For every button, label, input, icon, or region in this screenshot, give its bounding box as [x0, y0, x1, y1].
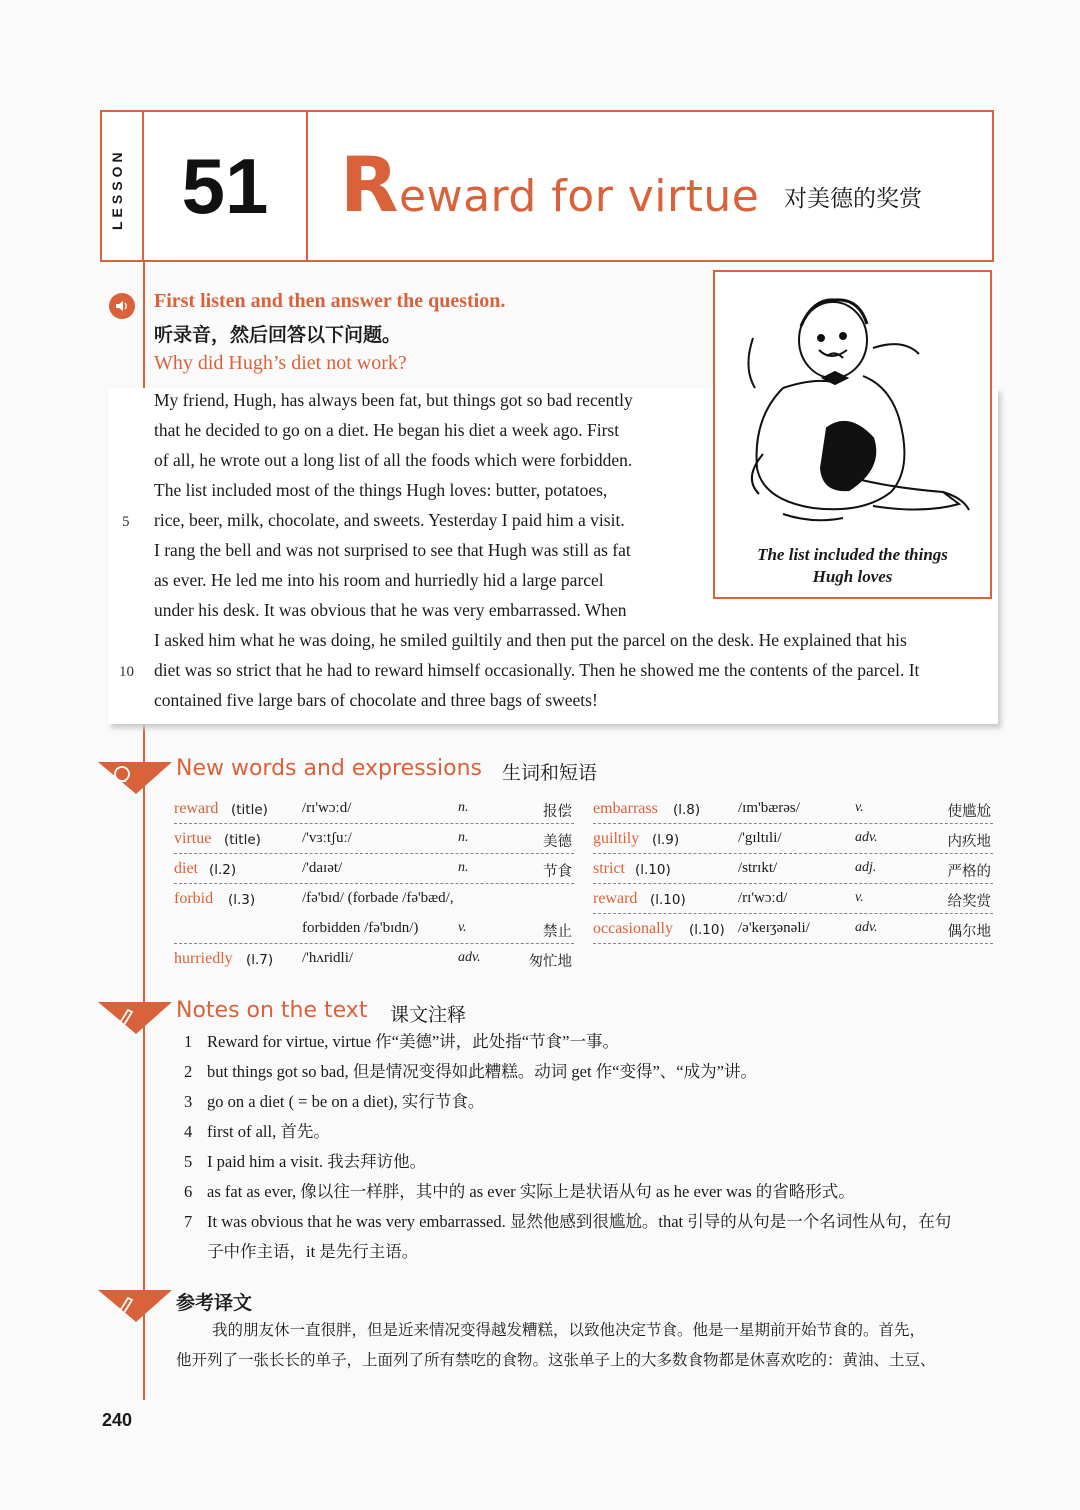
pen-icon	[96, 1284, 174, 1324]
passage-line: contained five large bars of chocolate and three bags of sweets!	[154, 690, 598, 710]
title-rest: eward for virtue	[399, 171, 760, 222]
vocab-ref: (l.10)	[650, 892, 686, 908]
vocab-title: New words and expressions	[176, 756, 483, 781]
vocab-ipa: /rɪ'wɔːd/	[302, 800, 352, 816]
vocab-pos: n.	[458, 830, 469, 845]
vocab-meaning: 禁止	[543, 924, 572, 940]
note-number: 1	[184, 1032, 193, 1051]
note-item	[184, 1058, 757, 1082]
vocab-ipa: /ɪm'bærəs/	[738, 800, 800, 816]
vocab-meaning: 匆忙地	[528, 954, 572, 970]
vocab-ipa: /ə'keɪʒənəli/	[738, 920, 810, 936]
note-text: as fat as ever, 像以往一样胖，其中的 as ever 实际上是状语从句 as he ever was 的省略形式。	[207, 1182, 855, 1201]
vocab-ipa: /'gɪltɪli/	[738, 830, 782, 846]
vocab-row	[593, 854, 993, 884]
vocab-row	[174, 914, 574, 944]
lesson-label: LESSON	[109, 148, 125, 230]
vocab-ipa: /rɪ'wɔːd/	[738, 890, 788, 906]
vocab-row	[174, 824, 574, 854]
vocab-row	[174, 854, 574, 884]
vocab-ref: (l.10)	[689, 922, 725, 938]
translation-title: 参考译文	[176, 1292, 253, 1314]
vocab-ipa: /'daɪət/	[302, 860, 343, 876]
passage-line: as ever. He led me into his room and hurriedly hid a large parcel	[154, 570, 604, 590]
vocab-row	[593, 824, 993, 854]
vocab-pos: n.	[458, 860, 469, 875]
vocab-ipa: /'vɜːtʃuː/	[302, 830, 352, 846]
passage-line: The list included most of the things Hugh loves: butter, potatoes,	[154, 480, 608, 500]
note-number: 4	[184, 1122, 193, 1141]
vocab-meaning: 内疚地	[947, 834, 991, 850]
note-number: 6	[184, 1182, 193, 1201]
lesson-title	[340, 140, 759, 229]
note-text: I paid him a visit. 我去拜访他。	[207, 1152, 427, 1171]
listen-instruction: First listen and then answer the question.	[154, 290, 506, 312]
note-continuation: 子中作主语，it 是先行主语。	[207, 1242, 419, 1261]
vocab-meaning: 报偿	[543, 804, 572, 820]
vocab-word: reward	[593, 890, 638, 907]
note-item	[184, 1178, 855, 1202]
listen-instruction-cn: 听录音，然后回答以下问题。	[154, 325, 402, 346]
passage-line: rice, beer, milk, chocolate, and sweets. Yesterday I paid him a visit.	[154, 510, 625, 530]
note-item	[184, 1148, 426, 1172]
vocab-pos: adj.	[855, 860, 877, 875]
vocab-ipa: /'hʌridli/	[302, 950, 354, 966]
vocab-meaning: 给奖赏	[947, 894, 991, 910]
vocab-ref: (title)	[224, 832, 261, 848]
illustration-caption	[715, 544, 990, 588]
note-number: 3	[184, 1092, 193, 1111]
speaker-icon[interactable]	[109, 293, 135, 319]
passage-line: I asked him what he was doing, he smiled guiltily and then put the parcel on the desk. He explained that his	[154, 630, 907, 650]
vocab-word: diet	[174, 860, 198, 877]
vocab-word: embarrass	[593, 800, 658, 817]
note-number: 7	[184, 1212, 193, 1231]
note-number: 5	[184, 1152, 193, 1171]
note-text: Reward for virtue, virtue 作“美德”讲，此处指“节食”一事。	[207, 1032, 619, 1051]
vocab-row	[593, 794, 993, 824]
vocab-pos: v.	[855, 890, 864, 905]
lesson-header	[100, 110, 994, 262]
vocab-ref: (l.10)	[635, 862, 671, 878]
passage-line: diet was so strict that he had to reward himself occasionally. Then he showed me the contents of the parcel. It	[154, 660, 920, 680]
vocab-ipa: forbidden /fə'bɪdn/)	[302, 920, 419, 936]
note-item	[184, 1088, 484, 1112]
vocab-row	[174, 794, 574, 824]
note-text: first of all, 首先。	[207, 1122, 330, 1141]
line-number: 5	[122, 514, 130, 530]
vocab-meaning: 美德	[543, 834, 572, 850]
vocab-pos: adv.	[458, 950, 481, 965]
vocab-pos: adv.	[855, 830, 878, 845]
notes-title: Notes on the text	[176, 998, 368, 1023]
pen-icon	[96, 996, 174, 1036]
line-number: 10	[119, 664, 134, 680]
vocab-ref: (l.8)	[673, 802, 701, 818]
vocab-word: guiltily	[593, 830, 640, 847]
vocab-ref: (l.7)	[246, 952, 274, 968]
title-initial: R	[340, 140, 400, 229]
caption-line: Hugh loves	[812, 567, 893, 586]
translation-line: 我的朋友休一直很胖，但是近来情况变得越发糟糕，以致他决定节食。他是一星期前开始节食的。首先，	[212, 1321, 926, 1339]
vocab-row	[174, 884, 574, 914]
note-item	[184, 1118, 330, 1142]
vocab-word: hurriedly	[174, 950, 233, 967]
vocab-pos: v.	[855, 800, 864, 815]
vocab-word: virtue	[174, 830, 212, 847]
vocab-meaning: 使尴尬	[947, 804, 991, 820]
vocab-pos: v.	[458, 920, 467, 935]
vocab-ipa: /fə'bɪd/ (forbade /fə'bæd/,	[302, 890, 454, 906]
note-text: go on a diet ( = be on a diet), 实行节食。	[207, 1092, 485, 1111]
page-number: 240	[102, 1410, 133, 1430]
vocab-meaning: 偶尔地	[947, 924, 991, 940]
vocab-meaning: 严格的	[947, 864, 991, 880]
listen-question: Why did Hugh’s diet not work?	[154, 352, 407, 374]
vocab-meaning: 节食	[543, 864, 572, 880]
vocab-pos: n.	[458, 800, 469, 815]
caption-line: The list included the things	[757, 545, 948, 564]
note-text: It was obvious that he was very embarrassed. 显然他感到很尴尬。that 引导的从句是一个名词性从句，在句	[207, 1212, 952, 1231]
translation-line: 他开列了一张长长的单子，上面列了所有禁吃的食物。这张单子上的大多数食物都是休喜欢吃的：黄油、土豆、	[176, 1351, 936, 1369]
note-text: but things got so bad, 但是情况变得如此糟糕。动词 get 作“变得”、“成为”讲。	[207, 1062, 757, 1081]
vocab-ref: (title)	[231, 802, 268, 818]
note-item	[184, 1208, 951, 1232]
vocab-word: strict	[593, 860, 625, 877]
vocab-title-cn: 生词和短语	[502, 762, 598, 784]
vocab-word: forbid	[174, 890, 214, 907]
passage-line: of all, he wrote out a long list of all the foods which were forbidden.	[154, 450, 633, 470]
vocab-ref: (l.9)	[652, 832, 680, 848]
vocab-row	[174, 944, 574, 974]
note-number: 2	[184, 1062, 193, 1081]
illustration-frame	[713, 270, 992, 599]
passage-line: I rang the bell and was not surprised to see that Hugh was still as fat	[154, 540, 631, 560]
vocab-word: reward	[174, 800, 219, 817]
passage-line: that he decided to go on a diet. He began his diet a week ago. First	[154, 420, 620, 440]
vocab-row	[593, 914, 993, 944]
lesson-label-column	[102, 112, 144, 260]
vocab-ref: (l.2)	[209, 862, 237, 878]
vocab-word: occasionally	[593, 920, 673, 937]
vocab-row	[593, 884, 993, 914]
man-illustration	[723, 278, 983, 540]
note-item	[184, 1028, 619, 1052]
passage-line: under his desk. It was obvious that he was very embarrassed. When	[154, 600, 627, 620]
vocab-pos: adv.	[855, 920, 878, 935]
vocab-ipa: /strɪkt/	[738, 860, 778, 876]
vocab-ref: (l.3)	[228, 892, 256, 908]
lesson-number: 51	[144, 112, 308, 260]
lesson-title-cn: 对美德的奖赏	[784, 186, 922, 212]
notes-title-cn: 课文注释	[390, 1004, 467, 1026]
passage-line: My friend, Hugh, has always been fat, but things got so bad recently	[154, 390, 633, 410]
lightbulb-icon	[96, 756, 174, 796]
